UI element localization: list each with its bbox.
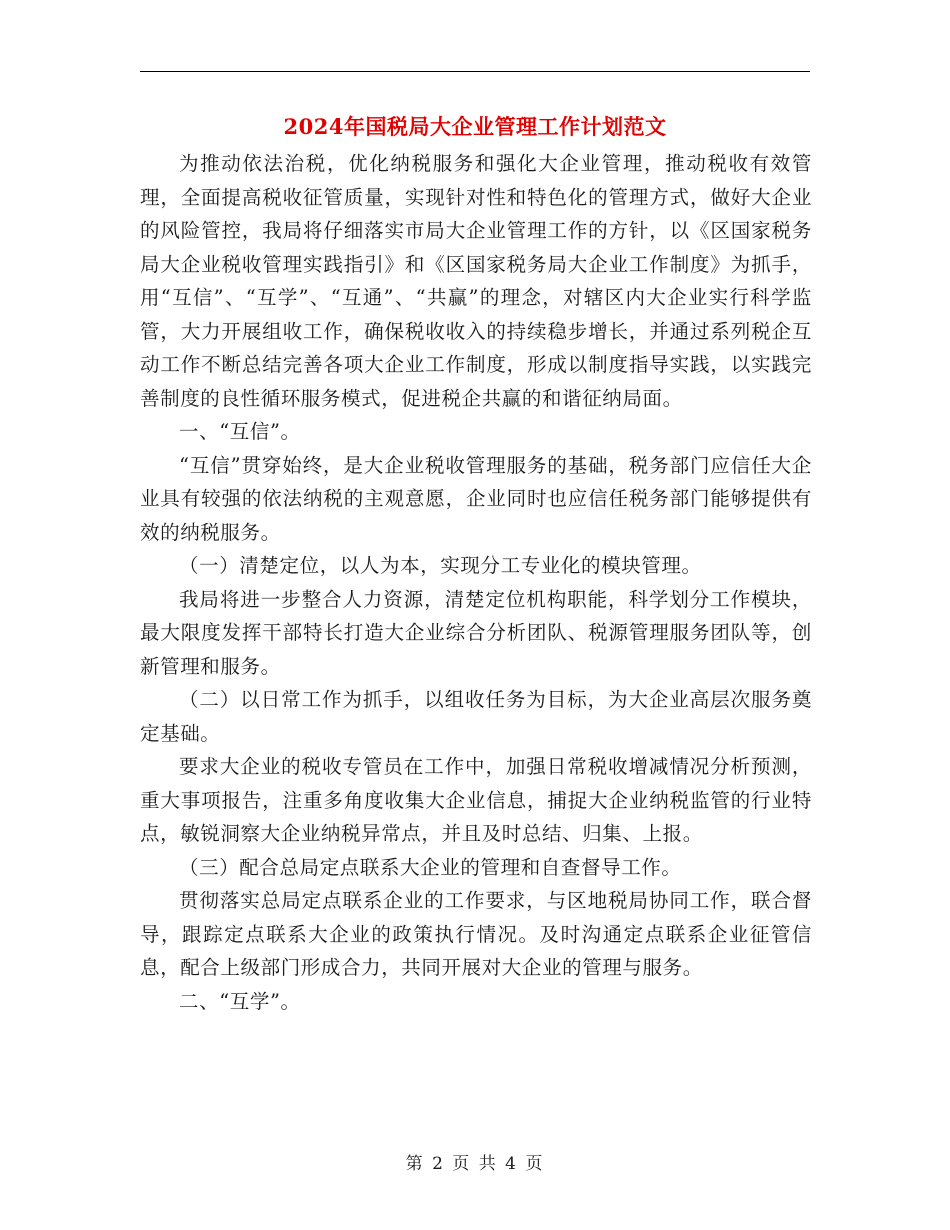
heading-section-2: 二、“互学”。 — [179, 989, 301, 1013]
page-number-footer: 第 2 页 共 4 页 — [405, 1154, 545, 1174]
subheading-1-1: （一）清楚定位，以人为本，实现分工专业化的模块管理。 — [179, 554, 702, 577]
paragraph-1-2: 要求大企业的税收专管员在工作中，加强日常税收增减情况分析预测，重大事项报告，注重多角度收集大企业信息，捕捉大企业纳税监管的行业特点，敏锐洞察大企业纳税异常点，并且及时总结、归集、上报。 — [140, 755, 812, 845]
document-body — [140, 147, 812, 1018]
subheading-1-3: （三）配合总局定点联系大企业的管理和自查督导工作。 — [179, 855, 682, 879]
heading-section-1: 一、“互信”。 — [179, 420, 301, 443]
header-rule — [140, 71, 810, 72]
paragraph-intro: 为推动依法治税，优化纳税服务和强化大企业管理，推动税收有效管理，全面提高税收征管质量，实现针对性和特色化的管理方式，做好大企业的风险管控，我局将仔细落实市局大企业管理工作的方针，以《区国家税务局大企业税收管理实践指引》和《区国家税务局大企业工作制度》为抓手，用“互信”、“互学”、“互通”、“共赢”的理念，对辖区内大企业实行科学监管，大力开展组收工作，确保税收收入的持续稳步增长，并通过系列税企互动工作不断总结完善各项大企业工作制度，形成以制度指导实践，以实践完善制度的良性循环服务模式，促进税企共赢的和谐征纳局面。 — [140, 152, 812, 410]
subheading-1-2: （二）以日常工作为抓手，以组收任务为目标，为大企业高层次服务奠定基础。 — [140, 688, 812, 745]
paragraph-1-3: 贯彻落实总局定点联系企业的工作要求，与区地税局协同工作，联合督导，跟踪定点联系大企业的政策执行情况。及时沟通定点联系企业征管信息，配合上级部门形成合力，共同开展对大企业的管理与服务。 — [140, 889, 812, 979]
paragraph-section-1: “互信”贯穿始终，是大企业税收管理服务的基础，税务部门应信任大企业具有较强的依法纳税的主观意愿，企业同时也应信任税务部门能够提供有效的纳税服务。 — [140, 453, 812, 544]
document-title: 2024年国税局大企业管理工作计划范文 — [283, 114, 667, 139]
paragraph-1-1: 我局将进一步整合人力资源，清楚定位机构职能，科学划分工作模块，最大限度发挥干部特长打造大企业综合分析团队、税源管理服务团队等，创新管理和服务。 — [140, 587, 812, 678]
